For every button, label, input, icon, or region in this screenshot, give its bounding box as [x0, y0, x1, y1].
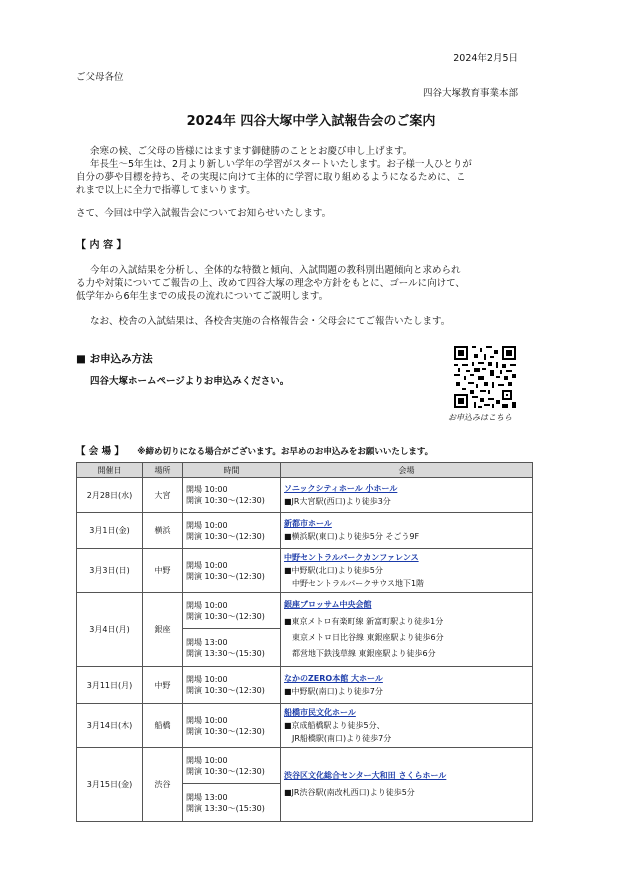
- table-row: [77, 549, 533, 593]
- intro-paragraph-2-line-2: 自分の夢や目標を持ち、その実現に向けて主体的に学習に取り組めるようになるために、こ: [76, 172, 466, 183]
- content-line-3: 低学年から6年生までの成長の流れについてご説明します。: [76, 291, 329, 302]
- venue-note: ※締め切りになる場合がございます。お早めのお申込みをお願いいたします。: [137, 447, 434, 457]
- venue-access: 中野セントラルパークサウス地下1階: [284, 578, 425, 588]
- doors-open-time: 開場 13:00: [186, 637, 228, 647]
- qr-code-icon[interactable]: [452, 344, 518, 410]
- table-row: [77, 667, 533, 704]
- start-time: 開演 13:30～(15:30): [186, 648, 265, 658]
- venue-name-link[interactable]: なかのZERO本館 大ホール: [284, 673, 383, 683]
- addressee: ご父母各位: [76, 72, 124, 83]
- event-time: [183, 667, 281, 704]
- venue-access: ■JR渋谷駅(南改札西口)より徒歩5分: [284, 788, 415, 797]
- event-venue: [281, 593, 533, 667]
- content-block: [76, 264, 465, 303]
- event-time: [183, 478, 281, 513]
- event-venue: [281, 748, 533, 822]
- event-venue: [281, 549, 533, 593]
- venue-name-link[interactable]: 銀座ブロッサム中央会館: [284, 600, 372, 609]
- event-date: 3月11日(月): [77, 667, 143, 704]
- event-time: [183, 784, 281, 822]
- document-date: 2024年2月5日: [453, 53, 518, 64]
- table-row: [77, 748, 533, 784]
- event-date: 3月15日(金): [77, 748, 143, 822]
- table-row: [77, 478, 533, 513]
- start-time: 開演 13:30～(15:30): [186, 803, 265, 813]
- start-time: 開演 10:30～(12:30): [186, 496, 265, 505]
- doors-open-time: 開場 10:00: [186, 755, 228, 765]
- event-place: 中野: [143, 549, 183, 593]
- venue-name-link[interactable]: 新都市ホール: [284, 519, 332, 528]
- event-time: [183, 593, 281, 629]
- table-row: [77, 513, 533, 549]
- event-time: [183, 549, 281, 593]
- doors-open-time: 開場 10:00: [186, 560, 228, 570]
- sender: 四谷大塚教育事業本部: [422, 88, 518, 99]
- event-place: 船橋: [143, 704, 183, 748]
- start-time: 開演 10:30～(12:30): [186, 531, 265, 541]
- content-line-2: る力や対策についてご報告の上、改めて四谷大塚の理念や方針をもとに、ゴールに向けて、: [76, 278, 465, 289]
- start-time: 開演 10:30～(12:30): [186, 571, 265, 581]
- event-venue: [281, 667, 533, 704]
- venue-heading-row: [76, 443, 433, 457]
- venue-name-link[interactable]: 船橋市民文化ホール: [284, 707, 356, 717]
- event-place: 横浜: [143, 513, 183, 549]
- intro-paragraph-1: 余寒の候、ご父母の皆様にはますます御健勝のこととお慶び申し上げます。: [90, 146, 413, 157]
- start-time: 開演 10:30～(12:30): [186, 611, 265, 621]
- event-time: [183, 629, 281, 667]
- event-date: 3月14日(木): [77, 704, 143, 748]
- venue-name-link[interactable]: 中野セントラルパークカンファレンス: [284, 552, 419, 562]
- table-header-row: [77, 463, 533, 478]
- header-venue: 会場: [281, 463, 533, 478]
- page-title: 2024年 四谷大塚中学入試報告会のご案内: [186, 114, 436, 129]
- doors-open-time: 開場 10:00: [186, 520, 228, 530]
- start-time: 開演 10:30～(12:30): [186, 766, 265, 776]
- event-date: 3月1日(金): [77, 513, 143, 549]
- header-place: 場所: [143, 463, 183, 478]
- event-date: 3月4日(月): [77, 593, 143, 667]
- intro-paragraph-3: さて、今回は中学入試報告会についてお知らせいたします。: [76, 208, 332, 219]
- event-place: 大宮: [143, 478, 183, 513]
- content-line-4: なお、校舎の入試結果は、各校舎実施の合格報告会・父母会にてご報告いたします。: [90, 316, 451, 327]
- doors-open-time: 開場 10:00: [186, 715, 228, 725]
- event-place: 渋谷: [143, 748, 183, 822]
- content-heading: 【 内 容 】: [76, 240, 127, 251]
- venue-access: 東京メトロ日比谷線 東銀座駅より徒歩6分: [284, 633, 444, 642]
- venue-name-link[interactable]: ソニックシティホール 小ホール: [284, 483, 398, 493]
- venue-access: ■JR大宮駅(西口)より徒歩3分: [284, 496, 391, 506]
- event-place: 銀座: [143, 593, 183, 667]
- event-time: [183, 704, 281, 748]
- event-time: [183, 513, 281, 549]
- venue-access: ■東京メトロ有楽町線 新富町駅より徒歩1分: [284, 617, 444, 626]
- event-place: 中野: [143, 667, 183, 704]
- intro-paragraph-2-line-3: れまで以上に全力で指導してまいります。: [76, 185, 256, 196]
- event-date: 2月28日(水): [77, 478, 143, 513]
- doors-open-time: 開場 13:00: [186, 792, 228, 802]
- doors-open-time: 開場 10:00: [186, 600, 228, 610]
- intro-paragraph-2-line-1: 年長生～5年生は、2月より新しい学年の学習がスタートいたします。お子様一人ひとりが: [90, 159, 472, 170]
- venue-access: 都営地下鉄浅草線 東銀座駅より徒歩6分: [284, 649, 436, 658]
- table-row: [77, 593, 533, 629]
- intro-block: [76, 145, 472, 197]
- venue-name-link[interactable]: 渋谷区文化総合センター大和田 さくらホール: [284, 771, 447, 780]
- venue-access: ■中野駅(北口)より徒歩5分: [284, 565, 383, 575]
- event-venue: [281, 513, 533, 549]
- doors-open-time: 開場 10:00: [186, 675, 228, 684]
- venue-table: [76, 462, 533, 822]
- venue-access: ■横浜駅(東口)より徒歩5分 そごう9F: [284, 532, 420, 541]
- doors-open-time: 開場 10:00: [186, 485, 228, 494]
- venue-access: ■京成船橋駅より徒歩5分、: [284, 720, 385, 730]
- header-date: 開催日: [77, 463, 143, 478]
- apply-instructions: 四谷大塚ホームページよりお申込みください。: [90, 376, 290, 387]
- start-time: 開演 10:30～(12:30): [186, 726, 265, 736]
- table-row: [77, 704, 533, 748]
- header-time: 時間: [183, 463, 281, 478]
- venue-access: ■中野駅(南口)より徒歩7分: [284, 686, 383, 696]
- venue-access: JR船橋駅(南口)より徒歩7分: [284, 733, 392, 743]
- event-date: 3月3日(日): [77, 549, 143, 593]
- venue-heading: 【 会 場 】: [76, 446, 124, 457]
- qr-caption: お申込みはこちら: [448, 413, 512, 422]
- event-venue: [281, 704, 533, 748]
- content-line-1: 今年の入試結果を分析し、全体的な特徴と傾向、入試問題の教科別出題傾向と求められ: [90, 265, 461, 276]
- event-venue: [281, 478, 533, 513]
- event-time: [183, 748, 281, 784]
- apply-heading: ■ お申込み方法: [76, 353, 153, 365]
- start-time: 開演 10:30～(12:30): [186, 686, 265, 695]
